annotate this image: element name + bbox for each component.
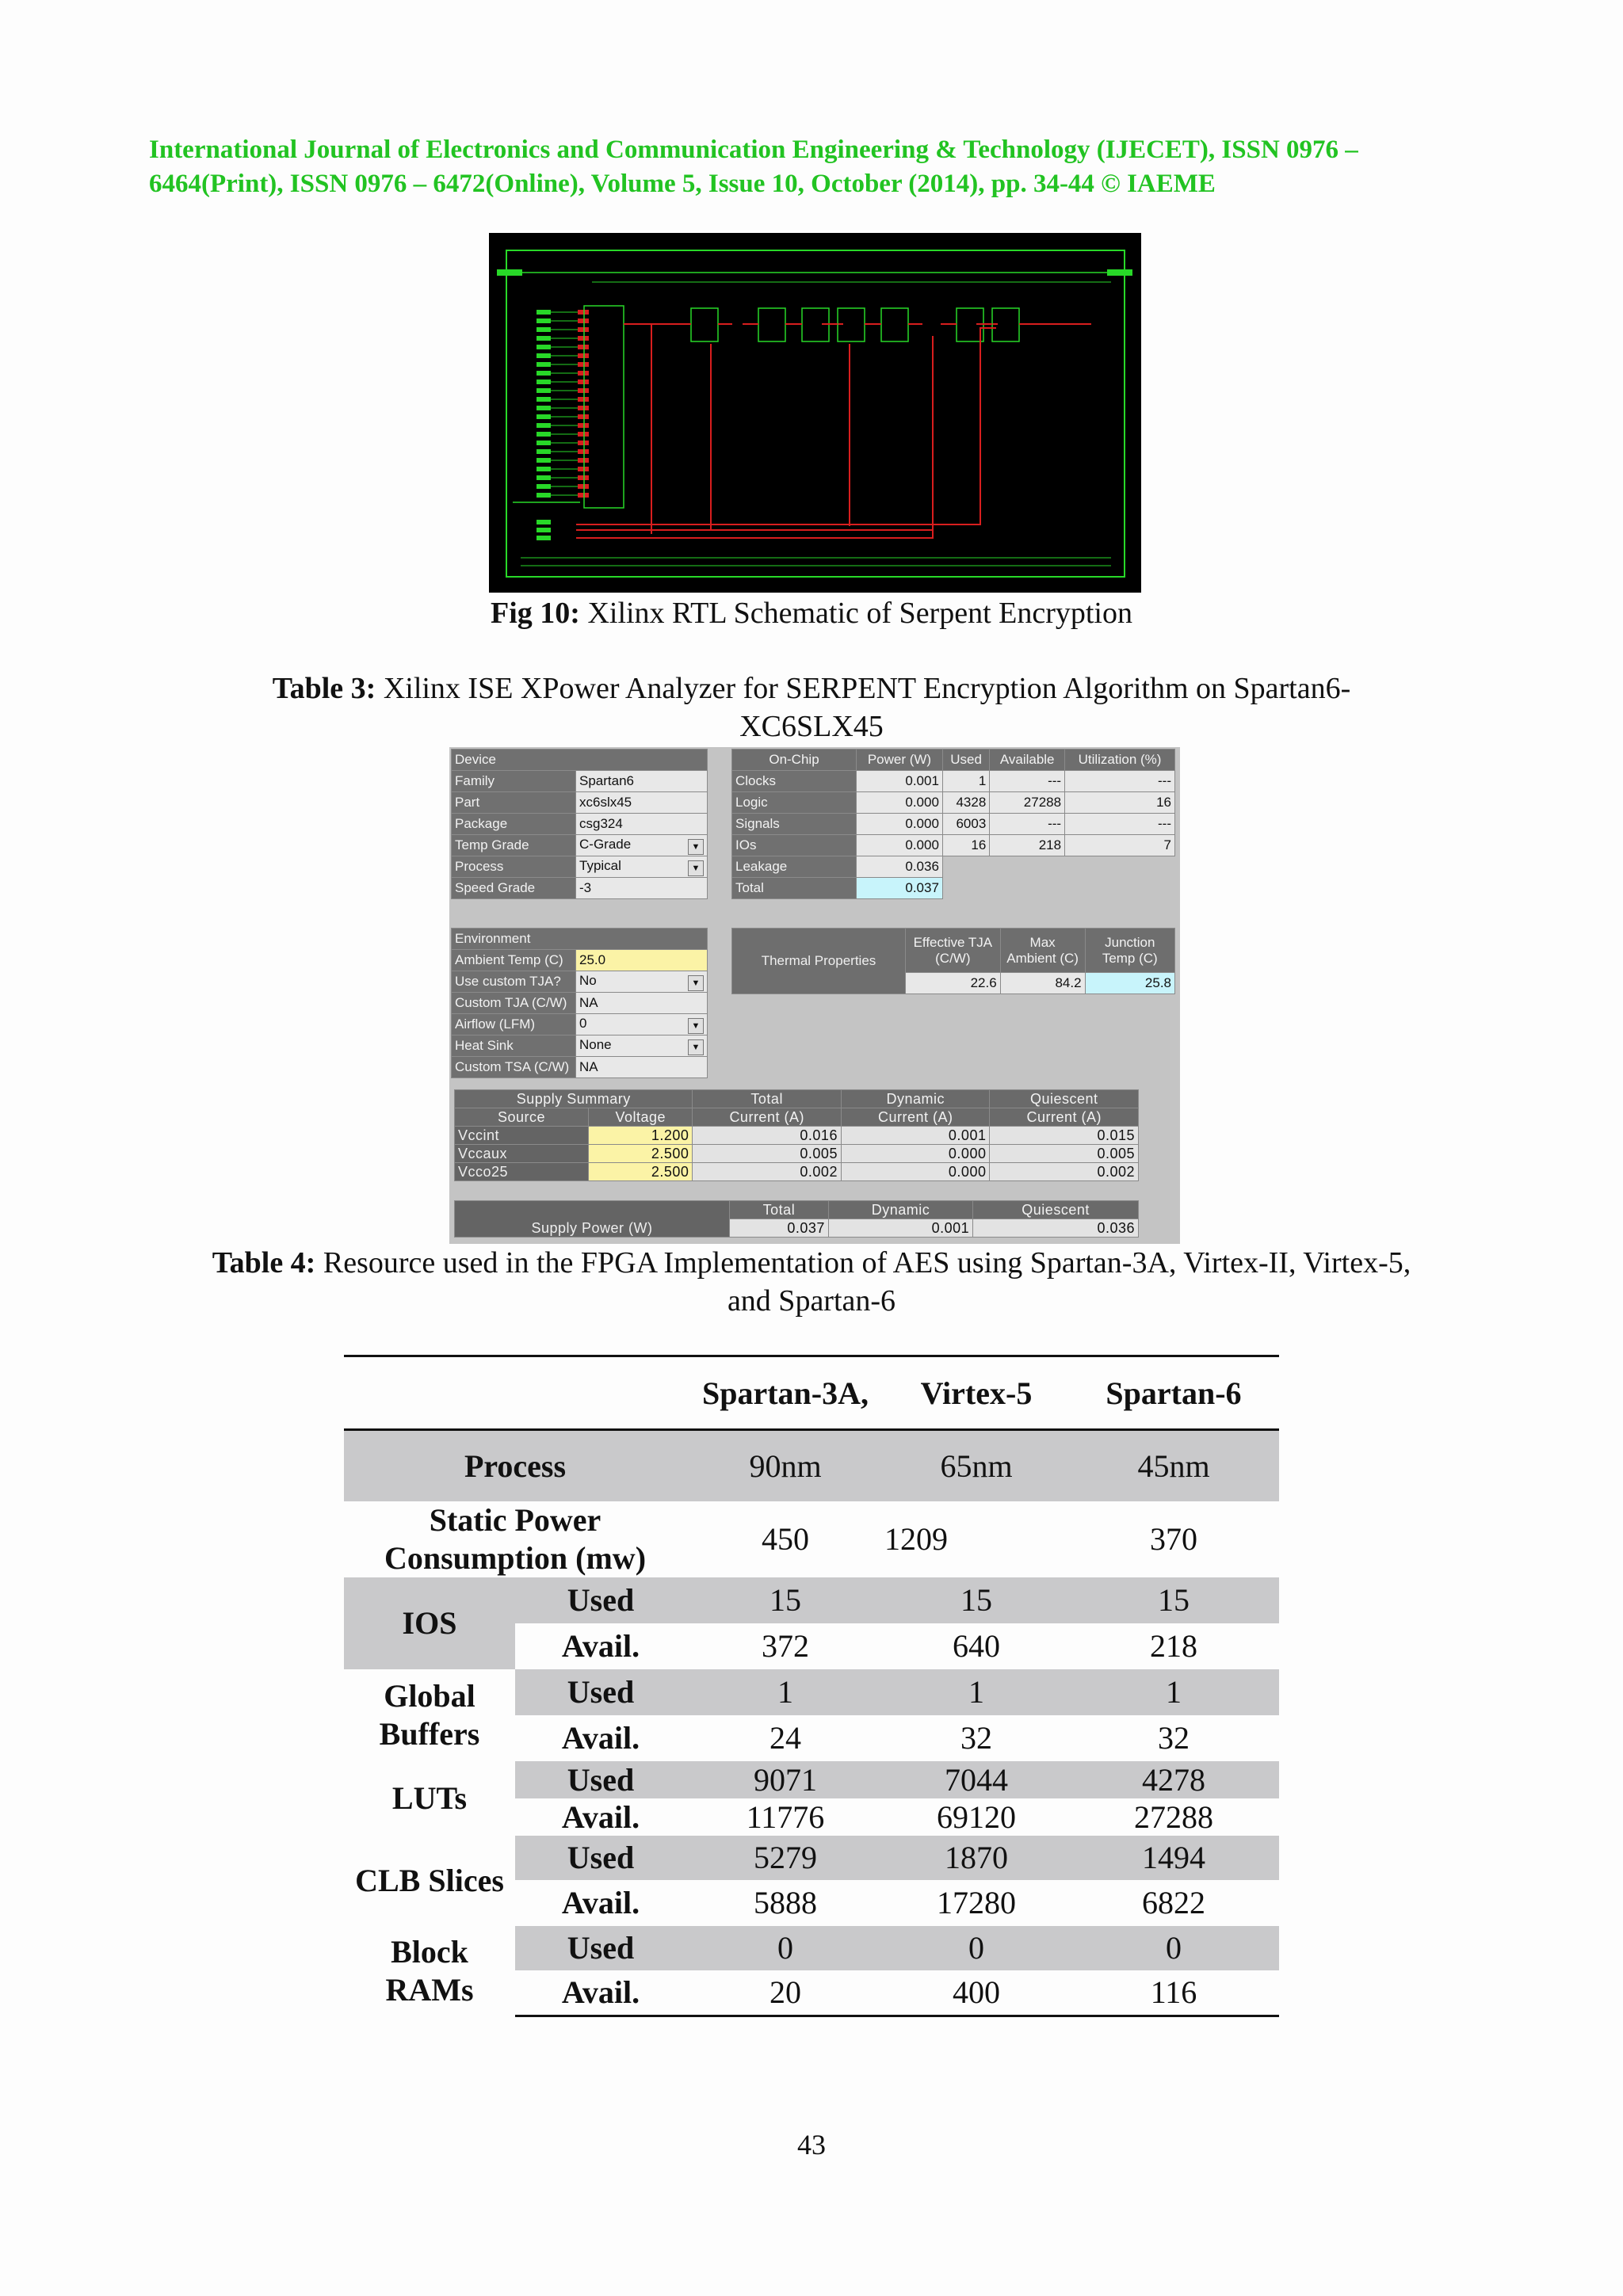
onchip-row-label: Logic [732, 792, 857, 814]
onchip-row-label: Clocks [732, 771, 857, 792]
onchip-cell: 0.000 [857, 835, 943, 856]
table4-caption [0, 1244, 1623, 1320]
onchip-cell: 16 [942, 835, 989, 856]
supply-current: 0.016 [693, 1127, 842, 1145]
table-cell: 9071 [754, 1761, 817, 1798]
environment-label: Custom TJA (C/W) [452, 993, 576, 1014]
onchip-row-label: Leakage [732, 856, 857, 878]
supply-current: 0.015 [990, 1127, 1139, 1145]
device-label: Part [452, 792, 576, 814]
supply-current: 0.005 [693, 1145, 842, 1163]
row-label: Process [464, 1447, 567, 1484]
table3-title-line2: XC6SLX45 [739, 710, 884, 743]
power-header: Quiescent [973, 1201, 1139, 1219]
input-pin-marker [578, 449, 589, 454]
device-value: xc6slx45 [576, 792, 708, 814]
rtl-schematic-figure [489, 233, 1141, 593]
process-value: Typical [579, 857, 621, 873]
fig10-label: Fig 10: [491, 597, 580, 630]
supply-header: Supply Summary [455, 1090, 693, 1108]
table-cell: 32 [960, 1720, 992, 1756]
ambient-temp-input[interactable]: 25.0 [576, 950, 708, 971]
input-pin [537, 310, 551, 315]
top-port [497, 269, 522, 276]
device-header: Device [452, 749, 708, 771]
input-pin [537, 379, 551, 384]
table-cell: 69120 [937, 1798, 1016, 1835]
input-pin-marker [578, 318, 589, 323]
onchip-cell: 1 [942, 771, 989, 792]
thermal-header: Max Ambient (C) [1000, 929, 1085, 973]
supply-voltage[interactable]: 2.500 [589, 1163, 693, 1181]
supply-current: 0.000 [841, 1145, 990, 1163]
power-value: 0.001 [828, 1219, 972, 1238]
power-header: Total [730, 1201, 829, 1219]
table-cell: 1 [777, 1674, 793, 1710]
group-label: CLB Slices [344, 1836, 515, 1926]
onchip-cell: 16 [1065, 792, 1175, 814]
onchip-row-label: Total [732, 878, 857, 899]
input-pin-marker [578, 441, 589, 445]
chevron-down-icon[interactable]: ▼ [688, 975, 704, 991]
heat-sink-value: None [579, 1036, 612, 1052]
supply-source: Vccint [455, 1127, 589, 1145]
input-pin [537, 449, 551, 454]
onchip-cell: --- [990, 814, 1065, 835]
journal-header-line1: International Journal of Electronics and Communication Engineering & Technology (IJECET), ISSN 0976 – [149, 135, 1358, 164]
onchip-header: Power (W) [857, 749, 943, 771]
environment-header: Environment [452, 929, 708, 950]
environment-label: Use custom TJA? [452, 971, 576, 993]
used-label: Used [567, 1761, 635, 1798]
input-pin [537, 528, 551, 532]
environment-label: Heat Sink [452, 1035, 576, 1057]
group-label: IOS [344, 1577, 515, 1669]
table-cell: 5279 [754, 1840, 817, 1875]
device-label: Process [452, 856, 576, 878]
table4-title-line2: and Spartan-6 [727, 1284, 896, 1318]
thermal-title: Thermal Properties [732, 929, 906, 994]
input-pin [537, 406, 551, 410]
onchip-cell: --- [1065, 814, 1175, 835]
input-pin-marker [578, 423, 589, 428]
supply-header: Current (A) [990, 1108, 1139, 1127]
input-pin [537, 345, 551, 349]
table-cell: 15 [960, 1582, 992, 1618]
onchip-cell: --- [990, 771, 1065, 792]
onchip-header: On-Chip [732, 749, 857, 771]
chevron-down-icon[interactable]: ▼ [688, 1039, 704, 1055]
input-pin-marker [578, 327, 589, 332]
onchip-panel [731, 749, 1175, 899]
input-pin-marker [578, 406, 589, 410]
chevron-down-icon[interactable]: ▼ [688, 839, 704, 855]
input-pin [537, 432, 551, 437]
row-label: Static Power Consumption (mw) [384, 1501, 647, 1576]
input-pin [537, 467, 551, 471]
power-header: Dynamic [828, 1201, 972, 1219]
input-pin-marker [578, 432, 589, 437]
avail-label: Avail. [515, 1970, 686, 2016]
input-pin-marker [578, 475, 589, 480]
column-header: Spartan-6 [1068, 1356, 1279, 1430]
input-pin-marker [578, 310, 589, 315]
rtl-schematic-image [489, 233, 1141, 593]
environment-label: Ambient Temp (C) [452, 950, 576, 971]
avail-label: Avail. [561, 1628, 640, 1664]
table-cell: 24 [769, 1720, 801, 1756]
device-value: csg324 [576, 814, 708, 835]
table-cell: 6822 [1142, 1885, 1205, 1920]
table-cell: 15 [1158, 1582, 1190, 1618]
input-pin [537, 318, 551, 323]
input-pin [537, 536, 551, 540]
power-value: 0.037 [730, 1219, 829, 1238]
resource-table [344, 1355, 1279, 2017]
fig10-title: Xilinx RTL Schematic of Serpent Encryption [587, 597, 1132, 630]
onchip-cell: --- [1065, 771, 1175, 792]
supply-current: 0.005 [990, 1145, 1139, 1163]
table3-label: Table 3: [272, 672, 376, 705]
column-header: Virtex-5 [884, 1356, 1068, 1430]
table-cell: 1209 [884, 1521, 948, 1557]
page-number: 43 [797, 2129, 826, 2161]
table-cell: 65nm [940, 1447, 1013, 1484]
table-cell: 1494 [1142, 1840, 1205, 1875]
onchip-row-label: Signals [732, 814, 857, 835]
table-cell: 0 [1166, 1930, 1182, 1966]
group-label: Global Buffers [344, 1669, 515, 1761]
table3-title-line1: Xilinx ISE XPower Analyzer for SERPENT Encryption Algorithm on Spartan6- [383, 672, 1351, 705]
custom-tja-value: No [579, 972, 597, 988]
input-pin [537, 493, 551, 498]
environment-value: NA [576, 993, 708, 1014]
supply-power-panel [454, 1200, 1139, 1238]
airflow-value: 0 [579, 1015, 587, 1031]
table-cell: 400 [884, 1970, 1068, 2016]
environment-panel [451, 928, 708, 1078]
device-panel [451, 749, 708, 899]
input-pin-marker [578, 353, 589, 358]
input-pin-marker [578, 458, 589, 463]
device-value: Spartan6 [576, 771, 708, 792]
supply-voltage[interactable]: 2.500 [589, 1145, 693, 1163]
fig10-caption [0, 594, 1623, 632]
journal-header-line2: 6464(Print), ISSN 0976 – 6472(Online), Volume 5, Issue 10, October (2014), pp. 34-44 © IAEME [149, 170, 1216, 198]
table-cell: 90nm [749, 1447, 822, 1484]
onchip-header: Available [990, 749, 1065, 771]
input-pin [537, 484, 551, 489]
supply-power-label: Supply Power (W) [455, 1201, 730, 1238]
used-label: Used [567, 1840, 635, 1875]
input-pin [537, 336, 551, 341]
table-cell: 640 [953, 1628, 1000, 1664]
airflow-dropdown[interactable] [576, 1014, 708, 1035]
heat-sink-dropdown[interactable] [576, 1035, 708, 1057]
table3-caption [0, 669, 1623, 746]
input-pin [537, 388, 551, 393]
environment-value: NA [576, 1057, 708, 1078]
input-pin-marker [578, 414, 589, 419]
supply-header: Current (A) [841, 1108, 990, 1127]
table-cell: 1 [1166, 1674, 1182, 1710]
table-cell: 7044 [945, 1761, 1008, 1798]
input-pin-marker [578, 397, 589, 402]
supply-voltage[interactable]: 1.200 [589, 1127, 693, 1145]
device-label: Family [452, 771, 576, 792]
table-cell: 32 [1158, 1720, 1190, 1756]
input-pin [537, 441, 551, 445]
input-pin-marker [578, 371, 589, 376]
thermal-value: 22.6 [906, 973, 1001, 994]
table-cell: 370 [1150, 1521, 1197, 1557]
input-pin-marker [578, 484, 589, 489]
table4-label: Table 4: [212, 1246, 316, 1280]
input-pin-marker [578, 379, 589, 384]
onchip-header: Used [942, 749, 989, 771]
input-pin [537, 371, 551, 376]
total-power-cell: 0.037 [857, 878, 943, 899]
input-pin [537, 423, 551, 428]
chevron-down-icon[interactable]: ▼ [688, 860, 704, 876]
input-pin-marker [578, 467, 589, 471]
table-cell: 218 [1150, 1628, 1197, 1664]
onchip-cell: 27288 [990, 792, 1065, 814]
table-cell: 1 [968, 1674, 984, 1710]
environment-label: Airflow (LFM) [452, 1014, 576, 1035]
table-cell: 4278 [1142, 1761, 1205, 1798]
input-pin-marker [578, 345, 589, 349]
table-cell: 450 [762, 1521, 809, 1557]
supply-current: 0.001 [841, 1127, 990, 1145]
onchip-cell: 0.001 [857, 771, 943, 792]
journal-header [149, 133, 1496, 201]
device-label: Temp Grade [452, 835, 576, 856]
device-label: Speed Grade [452, 878, 576, 899]
input-pin-marker [578, 362, 589, 367]
table-cell: 11776 [746, 1798, 825, 1835]
table-cell: 45nm [1137, 1447, 1210, 1484]
supply-header: Quiescent [990, 1090, 1139, 1108]
used-label: Used [567, 1582, 635, 1618]
table-cell: 0 [777, 1930, 793, 1966]
temp-grade-dropdown[interactable] [576, 835, 708, 856]
column-header: Spartan-3A, [686, 1356, 884, 1430]
supply-header: Voltage [589, 1108, 693, 1127]
thermal-header: Effective TJA (C/W) [906, 929, 1001, 973]
input-pin-marker [578, 336, 589, 341]
group-label: Block RAMs [344, 1926, 515, 2016]
table-cell: 27288 [1134, 1798, 1213, 1835]
supply-source: Vccaux [455, 1145, 589, 1163]
input-pin-marker [578, 493, 589, 498]
input-pin [537, 353, 551, 358]
supply-summary-panel [454, 1089, 1139, 1181]
device-value: -3 [576, 878, 708, 899]
custom-tja-dropdown[interactable] [576, 971, 708, 993]
table-cell: 1870 [945, 1840, 1008, 1875]
environment-label: Custom TSA (C/W) [452, 1057, 576, 1078]
group-label: LUTs [344, 1761, 515, 1836]
xpower-analyzer-screenshot [449, 747, 1180, 1244]
used-label: Used [567, 1674, 635, 1710]
onchip-cell: 7 [1065, 835, 1175, 856]
onchip-row-label: IOs [732, 835, 857, 856]
device-label: Package [452, 814, 576, 835]
table-cell: 20 [686, 1970, 884, 2016]
onchip-cell: 218 [990, 835, 1065, 856]
junction-temp-value: 25.8 [1085, 973, 1174, 994]
table-cell: 5888 [754, 1885, 817, 1920]
supply-header: Source [455, 1108, 589, 1127]
table-cell: 15 [769, 1582, 801, 1618]
process-dropdown[interactable] [576, 856, 708, 878]
supply-current: 0.000 [841, 1163, 990, 1181]
thermal-value: 84.2 [1000, 973, 1085, 994]
onchip-header: Utilization (%) [1065, 749, 1175, 771]
supply-header: Total [693, 1090, 842, 1108]
onchip-cell: 6003 [942, 814, 989, 835]
chevron-down-icon[interactable]: ▼ [688, 1018, 704, 1034]
table-cell: 0 [968, 1930, 984, 1966]
supply-header: Dynamic [841, 1090, 990, 1108]
input-pin [537, 362, 551, 367]
supply-header: Current (A) [693, 1108, 842, 1127]
avail-label: Avail. [561, 1720, 640, 1756]
thermal-header: Junction Temp (C) [1085, 929, 1174, 973]
onchip-cell: 0.000 [857, 792, 943, 814]
input-pin [537, 327, 551, 332]
input-pin-marker [578, 388, 589, 393]
temp-grade-value: C-Grade [579, 836, 632, 852]
table-cell: 17280 [937, 1885, 1016, 1920]
input-pin [537, 414, 551, 419]
used-label: Used [567, 1930, 635, 1966]
avail-label: Avail. [561, 1885, 640, 1920]
onchip-cell: 0.036 [857, 856, 943, 878]
supply-current: 0.002 [693, 1163, 842, 1181]
avail-label: Avail. [561, 1798, 640, 1835]
onchip-cell: 4328 [942, 792, 989, 814]
power-value: 0.036 [973, 1219, 1139, 1238]
table4-title-line1: Resource used in the FPGA Implementation of AES using Spartan-3A, Virtex-II, Virtex-5, [323, 1246, 1411, 1280]
thermal-panel [731, 928, 1175, 994]
input-pin [537, 458, 551, 463]
input-pin [537, 520, 551, 524]
table-cell: 372 [762, 1628, 809, 1664]
input-pin [537, 475, 551, 480]
input-pin [537, 397, 551, 402]
onchip-cell: 0.000 [857, 814, 943, 835]
supply-source: Vcco25 [455, 1163, 589, 1181]
supply-current: 0.002 [990, 1163, 1139, 1181]
table-cell: 116 [1068, 1970, 1279, 2016]
